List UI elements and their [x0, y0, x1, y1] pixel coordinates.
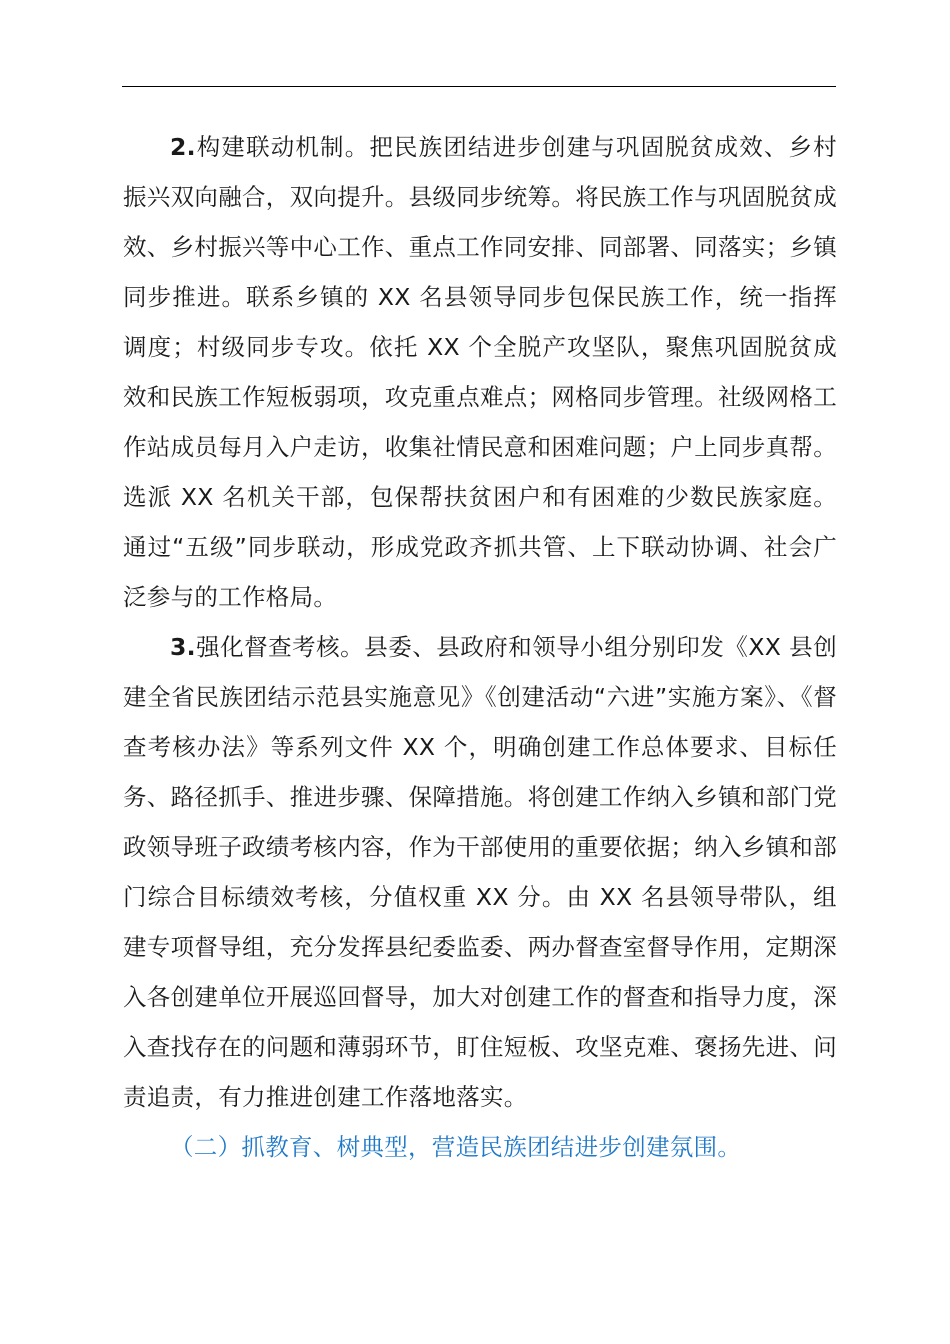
paragraph-text: 构建联动机制。把民族团结进步创建与巩固脱贫成效、乡村振兴双向融合，双向提升。县级同步统筹。将民族工作与巩固脱贫成效、乡村振兴等中心工作、重点工作同安排、同部署、同落实；乡镇同步推进。联系乡镇的 XX 名县领导同步包保民族工作，统一指挥调度；村级同步专攻。依托 XX 个全脱产攻坚队，聚焦巩固脱贫成效和民族工作短板弱项，攻克重点难点；网格同步管理。社级网格工作站成员每月入户走访，收集社情民意和困难问题；户上同步真帮。选派 XX 名机关干部，包保帮扶贫困户和有困难的少数民族家庭。通过“五级”同步联动，形成党政齐抓共管、上下联动协调、社会广泛参与的工作格局。: [123, 133, 837, 611]
paragraph-number: 2.: [170, 133, 196, 161]
paragraph-linkage-mechanism: [123, 122, 837, 622]
document-body: [123, 122, 837, 1172]
paragraph-text: 强化督查考核。县委、县政府和领导小组分别印发《XX 县创建全省民族团结示范县实施意见》《创建活动“六进”实施方案》、《督查考核办法》等系列文件 XX 个，明确创建工作总体要求、目标任务、路径抓手、推进步骤、保障措施。将创建工作纳入乡镇和部门党政领导班子政绩考核内容，作为干部使用的重要依据；纳入乡镇和部门综合目标绩效考核，分值权重 XX 分。由 XX 名县领导带队，组建专项督导组，充分发挥县纪委监委、两办督查室督导作用，定期深入各创建单位开展巡回督导，加大对创建工作的督查和指导力度，深入查找存在的问题和薄弱环节，盯住短板、攻坚克难、褒扬先进、问责追责，有力推进创建工作落地落实。: [123, 633, 837, 1111]
paragraph-number: 3.: [170, 633, 196, 661]
header-rule: [122, 86, 836, 87]
section-heading: （二）抓教育、树典型，营造民族团结进步创建氛围。: [170, 1133, 742, 1161]
paragraph-supervision-assessment: [123, 622, 837, 1122]
